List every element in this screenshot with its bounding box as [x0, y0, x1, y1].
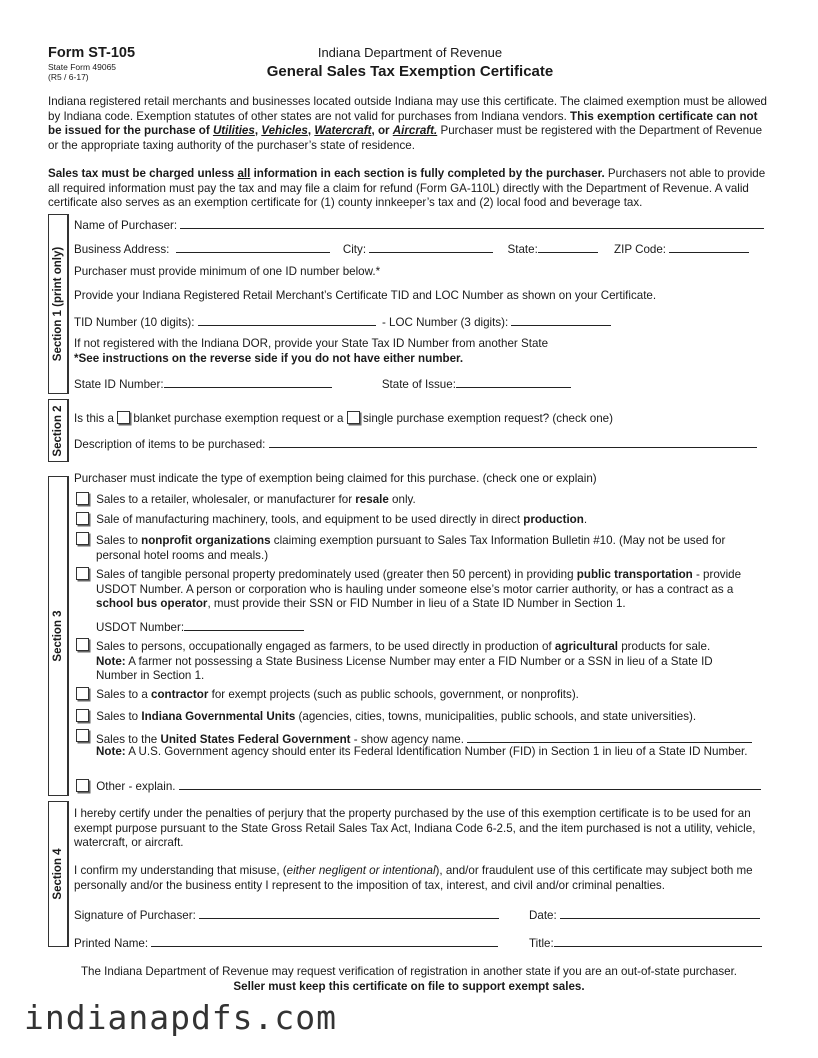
description-row — [74, 436, 757, 453]
form-number: Form ST-105 — [48, 45, 136, 61]
fed-note-label: Note: — [96, 745, 126, 758]
governmental-checkbox[interactable] — [76, 709, 89, 722]
question-text: Is this a — [74, 412, 118, 425]
printed-name-row — [74, 935, 498, 952]
section-3-bar — [48, 476, 69, 796]
signature-field[interactable] — [199, 907, 499, 919]
contractor-text-a: Sales to a — [96, 688, 152, 701]
transport-text-a: Sales of tangible personal property predominately used (greater then 50 percent) in providing — [96, 568, 577, 581]
loc-field[interactable] — [511, 314, 611, 326]
printed-name-field[interactable] — [151, 935, 498, 947]
date-label: Date: — [529, 909, 557, 922]
title-field[interactable] — [554, 935, 762, 947]
title-label: Title: — [529, 937, 554, 950]
transport-checkbox[interactable] — [76, 567, 89, 580]
opt-agricultural — [96, 640, 756, 684]
usdot-row — [96, 619, 304, 636]
contractor-checkbox[interactable] — [76, 687, 89, 700]
agency-name — [0, 45, 818, 60]
state-of-issue-label: State of Issue: — [381, 378, 456, 391]
date-row — [529, 907, 760, 924]
opt-transport — [96, 568, 772, 612]
aircraft-text: Aircraft. — [392, 124, 438, 137]
business-address-label: Business Address: — [74, 243, 170, 256]
gov-text-a: Sales to — [96, 710, 142, 723]
section-4-label: Section 4 — [52, 848, 64, 900]
federal-checkbox[interactable] — [76, 729, 89, 742]
fed-text-c: - show agency name. — [350, 733, 464, 746]
section-1-label: Section 1 (print only) — [52, 246, 64, 362]
production-checkbox[interactable] — [76, 512, 89, 525]
section-3-instruction: Purchaser must indicate the type of exemption being claimed for this purchase. (check one or explain) — [74, 472, 597, 485]
production-text-a: Sale of manufacturing machinery, tools, and equipment to be used directly in direct — [96, 513, 524, 526]
section-4-bar — [48, 801, 69, 947]
other-label: Other - explain. — [96, 780, 176, 793]
purchaser-name-field[interactable] — [180, 217, 764, 229]
fed-text-b: United States Federal Government — [160, 733, 351, 746]
gov-text-b: Indiana Governmental Units — [141, 710, 296, 723]
gov-text-c: (agencies, cities, towns, municipalities, public schools, and state universities). — [295, 710, 697, 723]
printed-name-label: Printed Name: — [74, 937, 149, 950]
description-field[interactable] — [269, 436, 757, 448]
opt-nonprofit — [96, 534, 766, 563]
confirm-text-b: ), and/or fraudulent use of this certificate may subject both me personally and/or the business entity I represent to the imposition of tax, interest, and civil and/or criminal penalties. — [74, 864, 753, 892]
tax-paragraph — [48, 167, 772, 211]
agency-name-field[interactable] — [467, 731, 752, 743]
ag-note-text: A farmer not possessing a State Business License Number may enter a FID Number or a SSN in lieu of a State ID Number in Section 1. — [96, 654, 713, 682]
tid-instructions: Provide your Indiana Registered Retail Merchant’s Certificate TID and LOC Number as shown on your Certificate. — [74, 289, 657, 302]
opt-governmental — [76, 709, 696, 725]
transport-text-e: , must provide their SSN or FID Number in lieu of a State ID Number in Section 1. — [207, 597, 626, 610]
or-text: or — [374, 124, 393, 137]
nonprofit-text-c: claiming exemption pursuant to Sales Tax Information Bulletin #10. (May not be used for personal hotel rooms and meals.) — [96, 534, 726, 562]
not-registered-note: If not registered with the Indiana DOR, provide your State Tax ID Number from another State — [74, 337, 549, 350]
title-text: General Sales Tax Exemption Certificate — [266, 63, 554, 80]
city-field[interactable] — [369, 241, 493, 253]
tax-bold-a: Sales tax must be charged unless — [48, 167, 238, 180]
ag-note-label: Note: — [96, 654, 126, 668]
purchaser-name-label: Name of Purchaser: — [74, 219, 178, 232]
title-row — [529, 935, 762, 952]
production-text-b: production — [523, 513, 584, 526]
tax-rest: Purchasers not able to provide all required information must pay the tax and may file a claim for refund (Form GA-110L) directly with the Department of Revenue. A valid certificate also serves as an exemption certificate for (1) county innkeeper’s tax and (2) local food and beverage tax. — [48, 167, 766, 209]
nonprofit-text-a: Sales to — [96, 534, 142, 547]
utilities-text: Utilities — [212, 124, 255, 137]
description-label: Description of items to be purchased: — [74, 438, 266, 451]
exemption-type-question — [74, 411, 613, 427]
agency-text: Indiana Department of Revenue — [317, 45, 503, 60]
signature-label: Signature of Purchaser: — [74, 909, 196, 922]
nonprofit-checkbox[interactable] — [76, 532, 89, 545]
id-minimum-note: Purchaser must provide minimum of one ID number below.* — [74, 265, 381, 278]
usdot-field[interactable] — [184, 619, 304, 631]
footer-verification-note: The Indiana Department of Revenue may request verification of registration in another state if you are an out-of-state purchaser. — [80, 965, 738, 978]
transport-text-d: school bus operator — [96, 597, 208, 610]
loc-label: - LOC Number (3 digits): — [381, 316, 509, 329]
intro-paragraph: Indiana registered retail merchants and businesses located outside Indiana may use this certificate. The claimed exemption must be allowed by Indiana code. Exemption statutes of other states are not valid for purchases from Indiana vendors. This exemption certificate can not be issued for the purchase of Utilities, Vehicles, Watercraft, or Aircraft. Purchaser must be registered with the Department of Revenue or the appropriate taxing authority of the purchaser’s state of residence. — [48, 95, 767, 152]
zip-field[interactable] — [669, 241, 749, 253]
fed-note — [96, 745, 756, 760]
confirmation-text — [74, 864, 770, 893]
section-2-bar — [48, 399, 69, 462]
intro-text-2: Purchaser must be registered with the Department of Revenue or the appropriate taxing authority of the purchaser’s state of residence. — [48, 124, 763, 152]
confirm-text-a: I confirm my understanding that misuse, ( — [74, 864, 287, 877]
tid-field[interactable] — [198, 314, 376, 326]
usdot-label: USDOT Number: — [96, 621, 185, 634]
production-text-c: . — [583, 513, 588, 526]
confirm-italic: either negligent or intentional — [286, 864, 436, 877]
opt-resale — [76, 492, 416, 508]
fed-note-text: A U.S. Government agency should enter its Federal Identification Number (FID) in Section 1 in lieu of a State ID Number. — [125, 745, 748, 758]
transport-text-b: public transportation — [576, 568, 693, 581]
opt-contractor — [76, 687, 579, 703]
date-field[interactable] — [560, 907, 760, 919]
resale-text-b: resale — [355, 493, 389, 506]
section-1-bar — [48, 214, 69, 394]
business-address-field[interactable] — [176, 241, 330, 253]
footer-seller-note: Seller must keep this certificate on file to support exempt sales. — [233, 980, 585, 993]
tax-bold-b: information in each section is fully completed by the purchaser. — [250, 167, 605, 180]
single-checkbox[interactable] — [347, 411, 360, 424]
zip-label: ZIP Code: — [614, 243, 667, 256]
resale-text-a: Sales to a retailer, wholesaler, or manufacturer for — [96, 493, 356, 506]
see-instructions-note: *See instructions on the reverse side if you do not have either number. — [74, 352, 464, 365]
other-checkbox[interactable] — [76, 779, 89, 792]
business-address-row — [74, 241, 749, 258]
ag-text-a: Sales to persons, occupationally engaged as farmers, to be used directly in production of — [96, 640, 555, 653]
blanket-checkbox[interactable] — [117, 411, 130, 424]
ag-text-c: products for sale. — [618, 640, 711, 653]
state-id-field[interactable] — [164, 376, 332, 388]
blanket-label: blanket purchase exemption request or a — [130, 412, 347, 425]
single-label: single purchase exemption request? (check one) — [359, 412, 613, 425]
section-3-label: Section 3 — [52, 610, 64, 662]
city-label: City: — [342, 243, 367, 256]
state-id-label: State ID Number: — [74, 378, 164, 391]
other-explain-field[interactable] — [179, 778, 761, 790]
certification-text: I hereby certify under the penalties of perjury that the property purchased by the use of this exemption certificate is to be used for an exempt purpose pursuant to the State Gross Retail Sales Tax Act, Indiana Code 6-2.5, and the item purchased is not a utility, vehicle, watercraft, or aircraft. — [74, 807, 756, 849]
tax-bold-all: all — [237, 167, 251, 180]
document-title — [0, 63, 818, 80]
state-id-row — [74, 376, 571, 393]
signature-row — [74, 907, 499, 924]
tid-loc-row — [74, 314, 611, 331]
section-2-label: Section 2 — [52, 404, 64, 457]
transport-text-c: - provide USDOT Number. A person or corporation who is hauling under someone else’s motor carrier authority, or has a contract as a — [96, 568, 742, 596]
opt-other — [76, 778, 761, 795]
nonprofit-text-b: nonprofit organizations — [141, 534, 271, 547]
vehicles-text: Vehicles — [261, 124, 308, 137]
contractor-text-c: for exempt projects (such as public schools, government, or nonprofits). — [208, 688, 579, 701]
resale-text-c: only. — [388, 493, 416, 506]
intro-text: Indiana registered retail merchants and businesses located outside Indiana may use this certificate. The claimed exemption must be allowed by Indiana code. Exemption statutes of other states are not valid for purchases from Indiana vendors. — [48, 95, 767, 123]
contractor-text-b: contractor — [151, 688, 209, 701]
ag-text-b: agricultural — [554, 640, 619, 653]
tid-label: TID Number (10 digits): — [74, 316, 195, 329]
intro-bold: This exemption certificate can not be issued for the purchase of — [48, 109, 758, 137]
watercraft-text: Watercraft — [314, 124, 372, 137]
fed-text-a: Sales to the — [96, 733, 161, 746]
purchaser-name-row — [74, 217, 764, 234]
state-label: State: — [507, 243, 538, 256]
resale-checkbox[interactable] — [76, 492, 89, 505]
agricultural-checkbox[interactable] — [76, 638, 89, 651]
state-field[interactable] — [538, 241, 598, 253]
site-watermark: indianapdfs.com — [24, 998, 338, 1037]
opt-production — [76, 512, 587, 528]
revision-text: (R5 / 6-17) — [48, 72, 89, 82]
state-form-text: State Form 49065 — [48, 62, 117, 72]
state-of-issue-field[interactable] — [456, 376, 571, 388]
